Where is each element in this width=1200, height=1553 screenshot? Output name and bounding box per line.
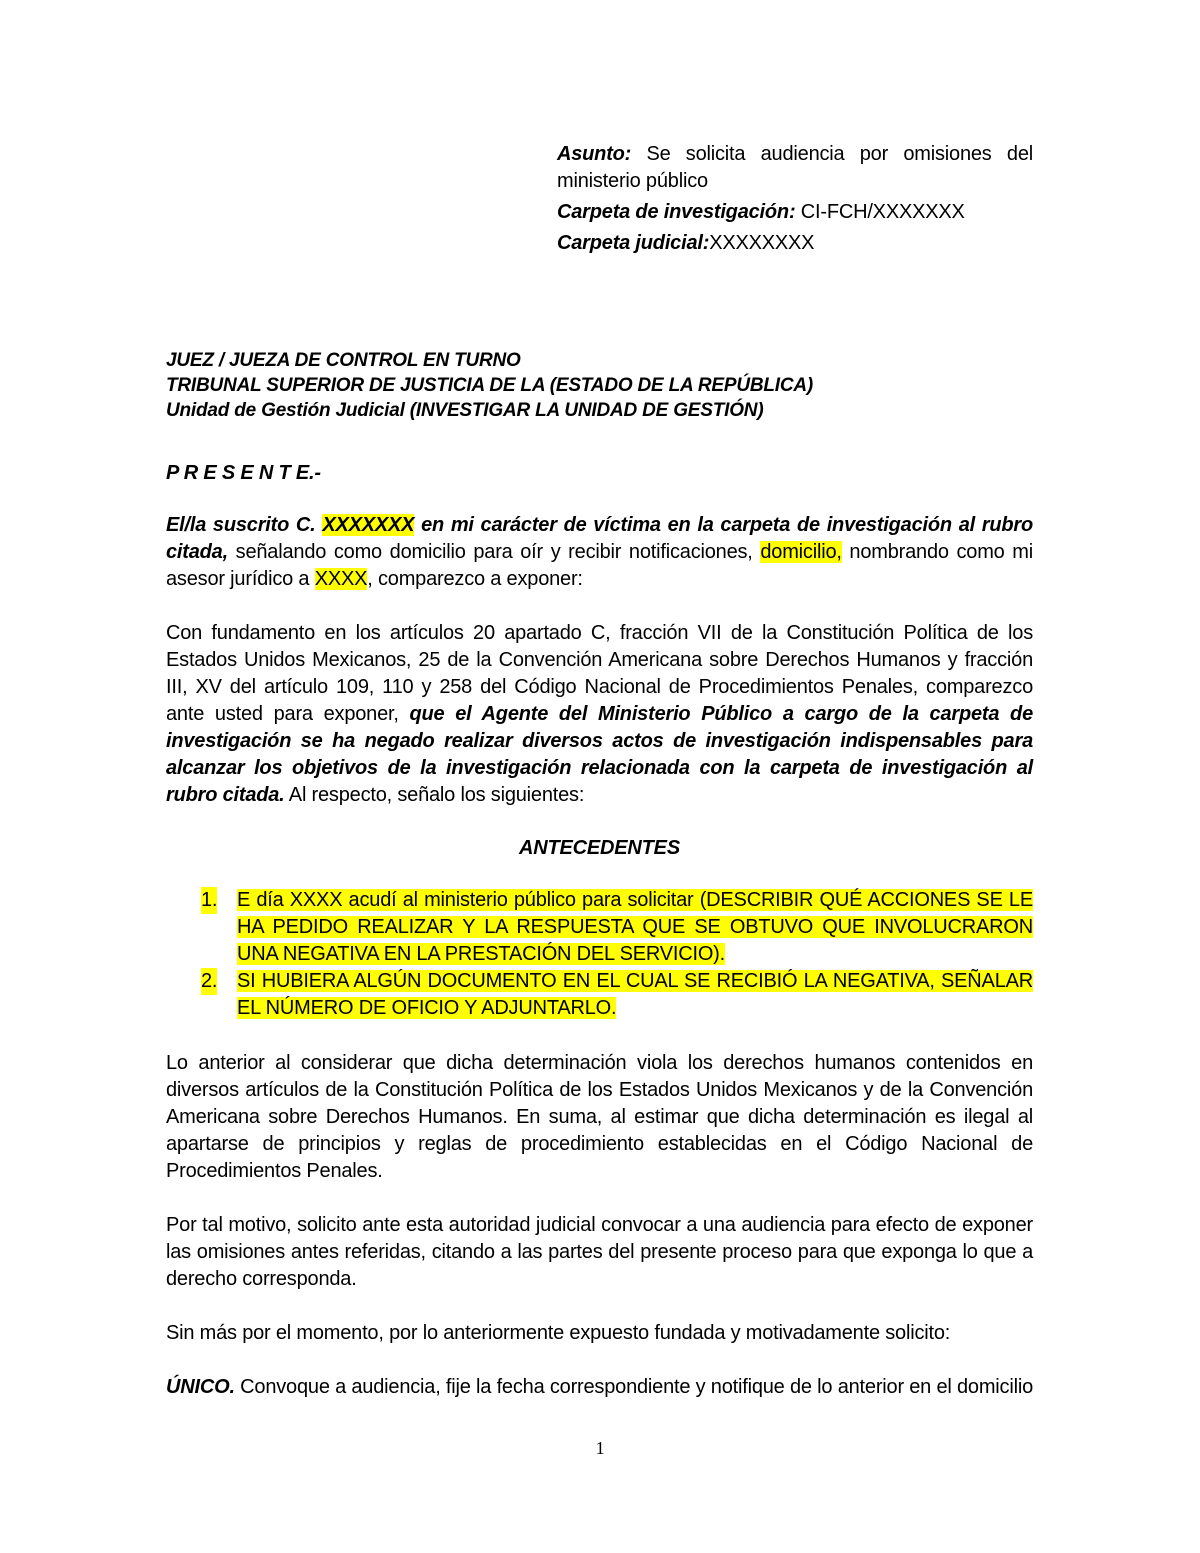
advisor-placeholder: XXXX xyxy=(314,568,368,590)
list-item-number: 2. xyxy=(201,968,217,995)
intro-closing-text: , comparezco a exponer: xyxy=(367,568,583,590)
victim-name-placeholder: XXXXXXX xyxy=(322,514,415,536)
legal-basis-emphasis: que el Agente del Ministerio Público a cargo de la carpeta de investigación se ha negado realizar diversos actos de investigación indispensables para alcanzar los objetivos de la investigación relacionada con la carpeta de investigación al rubro citada. xyxy=(166,703,1033,806)
legal-basis-closing: Al respecto, señalo los siguientes: xyxy=(284,784,585,806)
carpeta-investigacion-label: Carpeta de investigación: xyxy=(557,201,796,223)
addressee-line-1: JUEZ / JUEZA DE CONTROL EN TURNO xyxy=(166,350,521,371)
petition-paragraph xyxy=(166,1374,1033,1401)
carpeta-judicial-label: Carpeta judicial: xyxy=(557,232,710,254)
list-item xyxy=(166,887,1033,968)
subject-block xyxy=(557,141,1033,257)
asunto-line xyxy=(557,141,1033,195)
carpeta-judicial-value: XXXXXXXX xyxy=(709,232,815,254)
legal-basis-paragraph xyxy=(166,620,1033,809)
petition-text: Convoque a audiencia, fije la fecha correspondiente y notifique de lo anterior en el domicilio xyxy=(234,1376,1033,1398)
list-item-text: SI HUBIERA ALGÚN DOCUMENTO EN EL CUAL SE RECIBIÓ LA NEGATIVA, SEÑALAR EL NÚMERO DE OFICIO Y ADJUNTARLO. xyxy=(237,970,1033,1019)
list-item-number: 1. xyxy=(201,887,217,914)
carpeta-judicial-line xyxy=(557,230,1033,257)
intro-role-text: en mi carácter de víctima en la carpeta de investigación al rubro citada, xyxy=(166,514,1033,563)
antecedentes-title: ANTECEDENTES xyxy=(519,837,680,859)
asunto-text: Se solicita audiencia por omisiones del ministerio público xyxy=(557,143,1033,192)
intro-advisor-text: nombrando como mi asesor jurídico a xyxy=(166,541,1033,590)
page-number: 1 xyxy=(595,1438,605,1458)
list-item xyxy=(166,968,1033,1022)
domicile-placeholder: domicilio, xyxy=(760,541,842,563)
intro-paragraph xyxy=(166,512,1033,593)
petition-label: ÚNICO. xyxy=(166,1376,235,1398)
asunto-label: Asunto: xyxy=(557,143,632,165)
carpeta-investigacion-line xyxy=(557,199,1033,226)
petition-intro-paragraph: Sin más por el momento, por lo anteriormente expuesto fundada y motivadamente solicito: xyxy=(166,1322,951,1344)
presente-heading: P R E S E N T E.- xyxy=(166,462,321,484)
legal-basis-text: Con fundamento en los artículos 20 apartado C, fracción VII de la Constitución Política de los Estados Unidos Mexicanos, 25 de la Convención Americana sobre Derechos Humanos y fracción III, XV del artículo 109, 110 y 258 del Código Nacional de Procedimientos Penales, comparezco ante usted para exponer, xyxy=(166,622,1033,725)
list-item-text: E día XXXX acudí al ministerio público para solicitar (DESCRIBIR QUÉ ACCIONES SE LE HA PEDIDO REALIZAR Y LA RESPUESTA QUE SE OBTUVO QUE INVOLUCRARON UNA NEGATIVA EN LA PRESTACIÓN DEL SERVICIO). xyxy=(237,889,1033,965)
intro-subject-text: El/la suscrito C. xyxy=(166,514,323,536)
antecedentes-list xyxy=(166,887,1033,1022)
request-paragraph: Por tal motivo, solicito ante esta autoridad judicial convocar a una audiencia para efecto de exponer las omisiones antes referidas, citando a las partes del presente proceso para que exponga lo que a derecho corresponda. xyxy=(166,1214,1033,1290)
addressee-line-3: Unidad de Gestión Judicial (INVESTIGAR LA UNIDAD DE GESTIÓN) xyxy=(166,400,764,421)
addressee-line-2: TRIBUNAL SUPERIOR DE JUSTICIA DE LA (ESTADO DE LA REPÚBLICA) xyxy=(166,375,814,396)
carpeta-investigacion-value: CI-FCH/XXXXXXX xyxy=(795,201,965,223)
intro-domicile-text: señalando como domicilio para oír y recibir notificaciones, xyxy=(227,541,761,563)
considerations-paragraph: Lo anterior al considerar que dicha determinación viola los derechos humanos contenidos en diversos artículos de la Constitución Política de los Estados Unidos Mexicanos y de la Convención Americana sobre Derechos Humanos. En suma, al estimar que dicha determinación es ilegal al apartarse de principios y reglas de procedimiento establecidas en el Código Nacional de Procedimientos Penales. xyxy=(166,1052,1033,1182)
addressee-block xyxy=(166,348,1066,423)
